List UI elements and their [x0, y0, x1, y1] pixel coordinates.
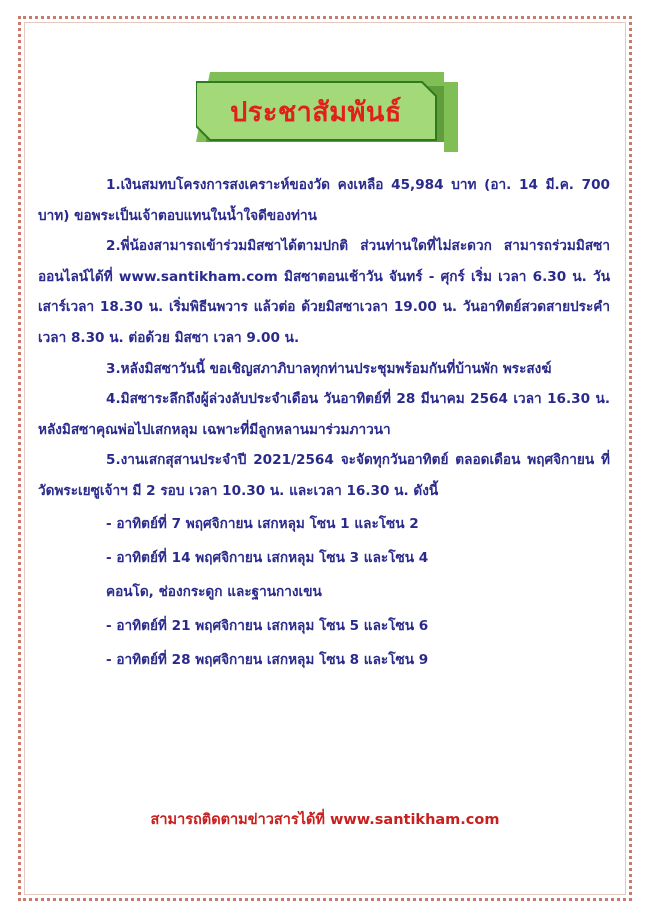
announcement-item-2: 2.พี่น้องสามารถเข้าร่วมมิสซาได้ตามปกติ ส่วนท่านใดที่ไม่สะดวก สามารถร่วมมิสซาออนไลน์ได้ที่ www.santikham.com มิสซาตอนเช้าวัน จันทร์ - ศุกร์ เริ่ม เวลา 6.30 น. วันเสาร์เวลา 18.30 น. เริ่มพิธีนพวาร แล้วต่อ ด้วยมิสซาเวลา 19.00 น. วันอาทิตย์สวดสายประคำเวลา 8.30 น. ต่อด้วย มิสซา เวลา 9.00 น. — [38, 238, 610, 346]
announcement-item-3: 3.หลังมิสซาวันนี้ ขอเชิญสภาภิบาลทุกท่านประชุมพร้อมกันที่บ้านพัก พระสงฆ์ — [106, 360, 552, 377]
page-title: ประชาสัมพันธ์ — [230, 97, 402, 128]
announcement-item-4: 4.มิสซาระลึกถึงผู้ล่วงลับประจำเดือน วันอาทิตย์ที่ 28 มีนาคม 2564 เวลา 16.30 น. หลังมิสซาคุณพ่อไปเสกหลุม เฉพาะที่มีลูกหลานมาร่วมภาวนา — [38, 391, 610, 438]
schedule-item: - อาทิตย์ที่ 21 พฤศจิกายน เสกหลุม โซน 5 และโซน 6 — [106, 617, 429, 634]
title-banner — [196, 72, 458, 160]
announcement-item-1: 1.เงินสมทบโครงการสงเคราะห์ของวัด คงเหลือ 45,984 บาท (อา. 14 มี.ค. 700 บาท) ขอพระเป็นเจ้าตอบแทนในน้ำใจดีของท่าน — [38, 177, 610, 224]
announcement-item-5: 5.งานเสกสุสานประจำปี 2021/2564 จะจัดทุกวันอาทิตย์ ตลอดเดือน พฤศจิกายน ที่วัดพระเยซูเจ้าฯ มี 2 รอบ เวลา 10.30 น. และเวลา 16.30 น. ดังนี้ — [38, 452, 610, 499]
schedule-item: - อาทิตย์ที่ 14 พฤศจิกายน เสกหลุม โซน 3 และโซน 4 — [106, 549, 429, 566]
schedule-item: - อาทิตย์ที่ 28 พฤศจิกายน เสกหลุม โซน 8 และโซน 9 — [106, 651, 429, 668]
footer-note: สามารถติดตามข่าวสารได้ที่ www.santikham.com — [150, 812, 500, 828]
cemetery-schedule — [38, 507, 610, 677]
schedule-item: คอนโด, ช่องกระดูก และฐานกางเขน — [106, 583, 322, 600]
schedule-item: - อาทิตย์ที่ 7 พฤศจิกายน เสกหลุม โซน 1 และโซน 2 — [106, 515, 419, 532]
announcement-body — [38, 170, 610, 677]
